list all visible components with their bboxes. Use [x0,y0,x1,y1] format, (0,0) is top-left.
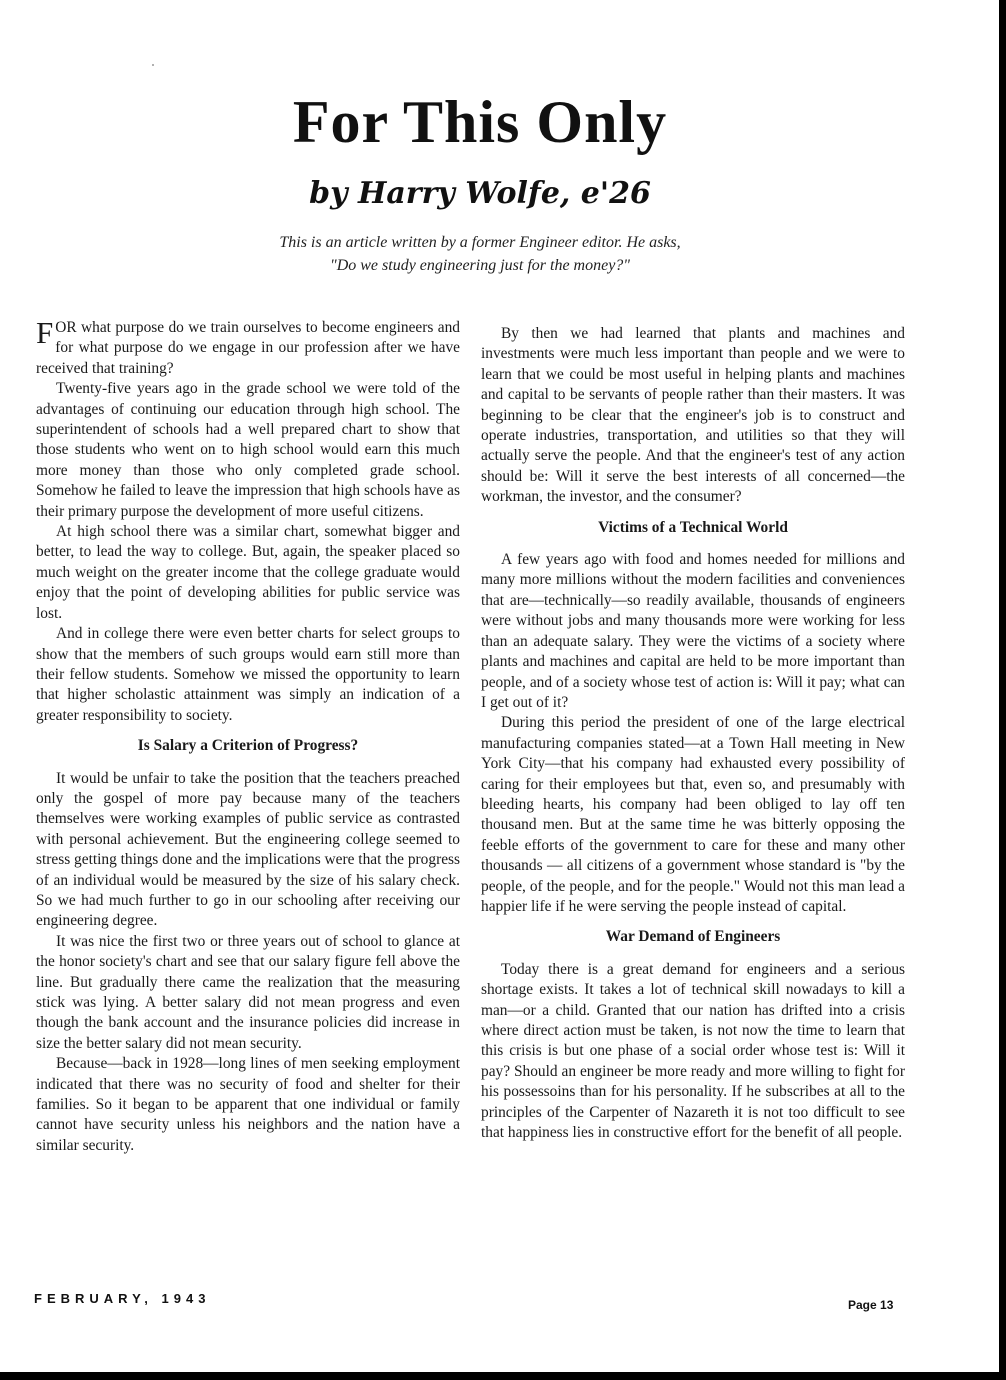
paragraph: FOR what purpose do we train ourselves to become engineers and for what purpose do we engage in our profession after we have received that training? [36,315,460,377]
intro-line-1: This is an article written by a former Engineer editor. He asks, [279,234,681,251]
left-column [36,315,461,1156]
paragraph: Twenty-five years ago in the grade school we were told of the advantages of continuing our education through high school. The superintendent of schools had a well prepared chart to show that those students who went on to high school would earn this much more money than those who only completed grade school. Somehow he failed to leave the impression that high schools have as their primary purpose the development of more useful citizens. [36,380,460,520]
scan-edge-bottom [0,1372,1006,1380]
drop-cap: F [36,315,54,350]
page-number: Page 13 [848,1298,894,1312]
paragraph: It would be unfair to take the position that the teachers preached only the gospel of more pay because many of the teachers themselves were working examples of public service as contrasted with personal achievement. But the engineering college seemed to stress getting things done and the implications were that the progress of an individual would be measured by the size of his salary check. So we had much further to go in our schooling after receiving our engineering degree. [36,769,461,930]
paragraph: It was nice the first two or three years out of school to glance at the honor society's chart and see that our salary figure fell above the line. But gradually there came the realization that the measuring stick was lying. A better salary did not mean progress and even though the bank account and the insurance policies did increase in size the better salary did not mean security. [36,932,460,1052]
scan-speck [152,64,154,66]
paragraph: By then we had learned that plants and machines and investments were much less important than people and we were to learn that we could be most useful in helping plants and machines and capital to be servants of people rather than their masters. It was beginning to be clear that the engineer's job is to construct and operate industries, transportation, and utilities so that they will actually serve the people. And that the engineer's test of any action should be: Will it serve the best interests of all concerned—the workman, the investor, and the consumer? [481,325,905,506]
right-column [481,324,905,1143]
article-intro [0,231,960,277]
section-heading: War Demand of Engineers [605,928,781,946]
paragraph: And in college there were even better charts for select groups to show that the members of such groups would earn still more than their fellow students. Somehow we missed the opportunity to learn that higher scholastic attainment was simply an indication of a greater responsibility to society. [36,625,460,724]
intro-line-2: "Do we study engineering just for the money?" [329,257,631,274]
scan-edge-right [999,0,1006,1380]
paragraph: During this period the president of one of the large electrical manufacturing companies stated—at a Town Hall meeting in New York City—that his company had exhausted every possibility of caring for their employees but that, even so, and presumably with bleeding hearts, his company had been obliged to lay off ten thousand men. But at the same time he was bitterly opposing the feeble efforts of the government to care for these and many other thousands — all citizens of a government whose standard is "by the people, of the people, and for the people." Would not this man lead a happier life if he were serving the people instead of capital. [481,714,905,915]
paragraph: Because—back in 1928—long lines of men seeking employment indicated that there was no security of food and shelter for their families. So it began to be apparent that one individual or family cannot have security unless his neighbors and the nation have a similar security. [36,1055,460,1154]
section-heading: Victims of a Technical World [598,518,788,536]
article-title: For This Only [292,89,668,155]
issue-date: FEBRUARY, 1943 [34,1291,211,1306]
paragraph: At high school there was a similar chart, somewhat bigger and better, to lead the way to college. But, again, the speaker placed so much weight on the greater income that the college graduate would enjoy that the point of developing abilities for public service was lost. [36,523,460,622]
section-heading: Is Salary a Criterion of Progress? [137,737,359,755]
article-byline: by Harry Wolfe, e'26 [309,176,651,211]
paragraph: Today there is a great demand for engineers and a serious shortage exists. It takes a lot of technical skill nowadays to kill a man—or a child. Granted that our nation has drifted into a crisis where direct action must be taken, is not now the time to learn that this crisis is but one phase of a social order whose test is: Will it pay? Should an engineer be more ready and more willing to fight for his possessoins than for his personality. If he subscribes at all to the principles of the Carpenter of Nazareth it is not too difficult to see that happiness lies in constructive effort for the benefit of all people. [481,960,905,1142]
paragraph: A few years ago with food and homes needed for millions and many more millions without the modern facilities and conveniences that are—technically—so readily available, thousands of engineers were without jobs and many thousands more were working for less than an adequate salary. They were the victims of a society where plants and machines and capital are held to be more important than people, and of a society whose test of action is: Will it pay; what can I get out of it? [481,551,905,711]
